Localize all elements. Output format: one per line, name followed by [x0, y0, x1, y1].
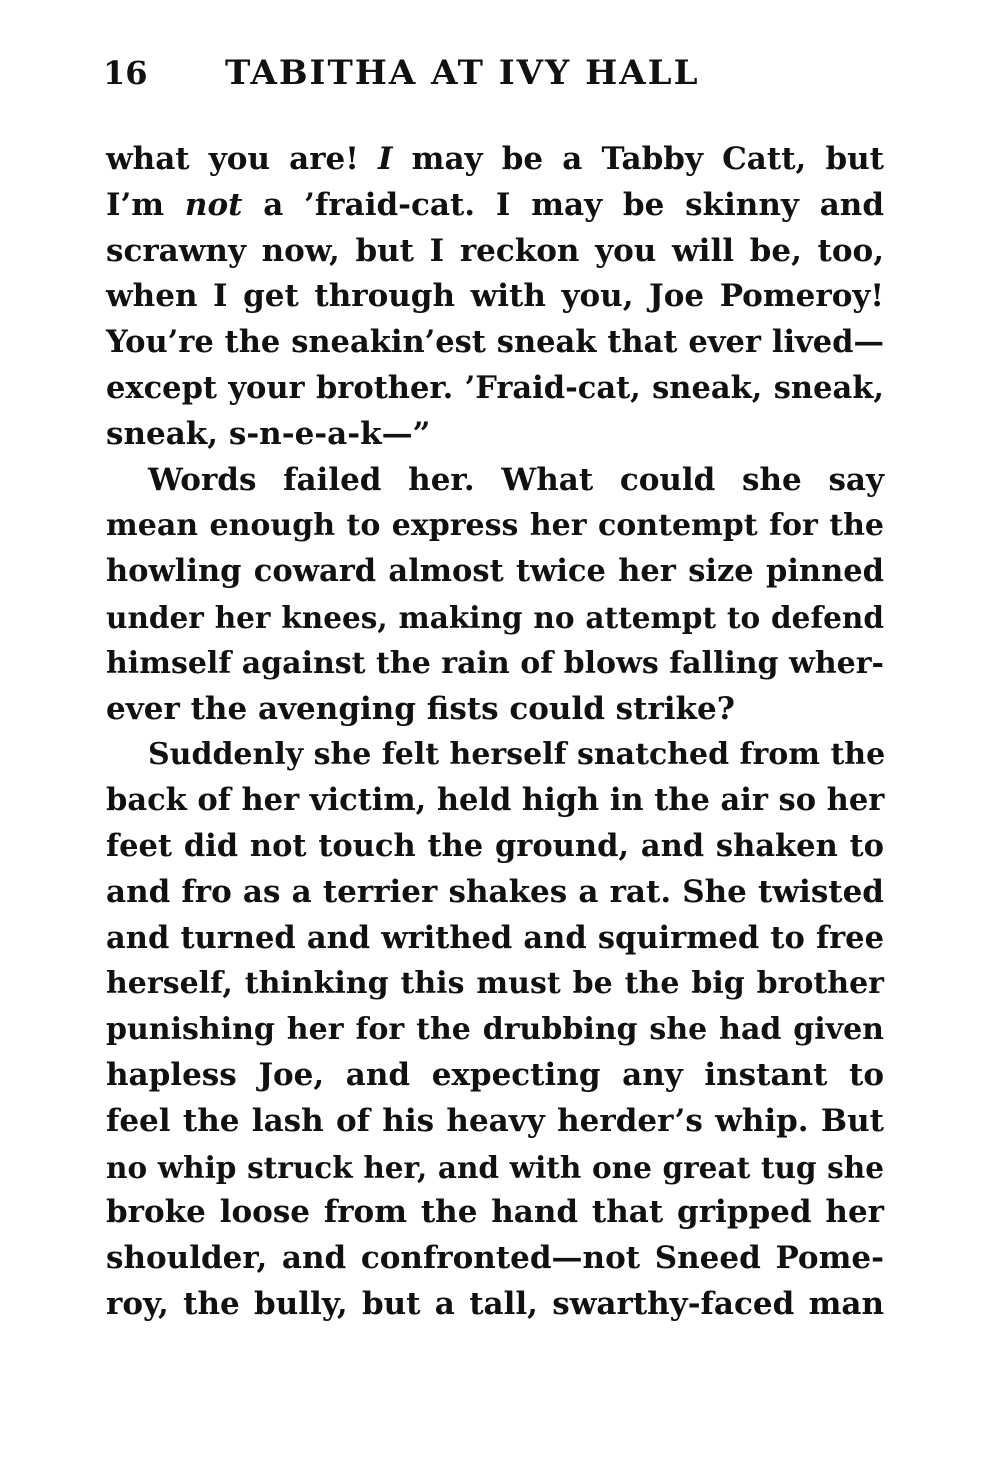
text-line: under her knees, making no attempt to defend — [106, 599, 884, 635]
text-line: when I get through with you, Joe Pomeroy! — [106, 278, 884, 315]
text-line: feet did not touch the ground, and shaken to — [106, 827, 884, 864]
running-title: TABITHA AT IVY HALL — [225, 53, 700, 93]
text-line: mean enough to express her contempt for the — [106, 508, 884, 544]
text-line: and fro as a terrier shakes a rat. She twisted — [106, 873, 884, 910]
text-line: roy, the bully, but a tall, swarthy-faced man — [106, 1285, 884, 1322]
text-line: and turned and writhed and squirmed to free — [106, 919, 884, 956]
text-line: sneak, s-n-e-a-k—” — [106, 415, 431, 452]
emphasis: I — [378, 141, 393, 177]
text-line: hapless Joe, and expecting any instant to — [106, 1056, 884, 1093]
page-number: 16 — [103, 54, 148, 92]
text-line: except your brother. ’Fraid-cat, sneak, sneak, — [106, 369, 884, 406]
text-line: what you are! I may be a Tabby Catt, but — [106, 141, 884, 177]
text-line: himself against the rain of blows falling wher- — [106, 645, 884, 681]
text-line: ever the avenging fists could strike? — [106, 690, 735, 727]
text-line: broke loose from the hand that gripped her — [106, 1194, 884, 1231]
text-line: Words failed her. What could she say — [148, 461, 884, 498]
text-line: howling coward almost twice her size pinned — [106, 553, 884, 590]
text-line: punishing her for the drubbing she had given — [106, 1012, 884, 1048]
text-line: no whip struck her, and with one great tug she — [106, 1149, 884, 1185]
page-header — [103, 48, 793, 98]
text-line: shoulder, and confronted—not Sneed Pome- — [106, 1240, 884, 1277]
emphasis: not — [184, 186, 243, 223]
text-line: feel the lash of his heavy herder’s whip. But — [106, 1102, 884, 1139]
text-line: herself, thinking this must be the big brother — [106, 966, 884, 1002]
body-text — [106, 137, 884, 1328]
text-line: I’m not a ’fraid-cat. I may be skinny and — [106, 186, 884, 223]
text-line: Suddenly she felt herself snatched from the — [148, 737, 886, 773]
text-line: back of her victim, held high in the air so her — [106, 782, 885, 819]
text-line: scrawny now, but I reckon you will be, too, — [106, 232, 884, 269]
text-line: You’re the sneakin’est sneak that ever lived— — [106, 324, 884, 361]
